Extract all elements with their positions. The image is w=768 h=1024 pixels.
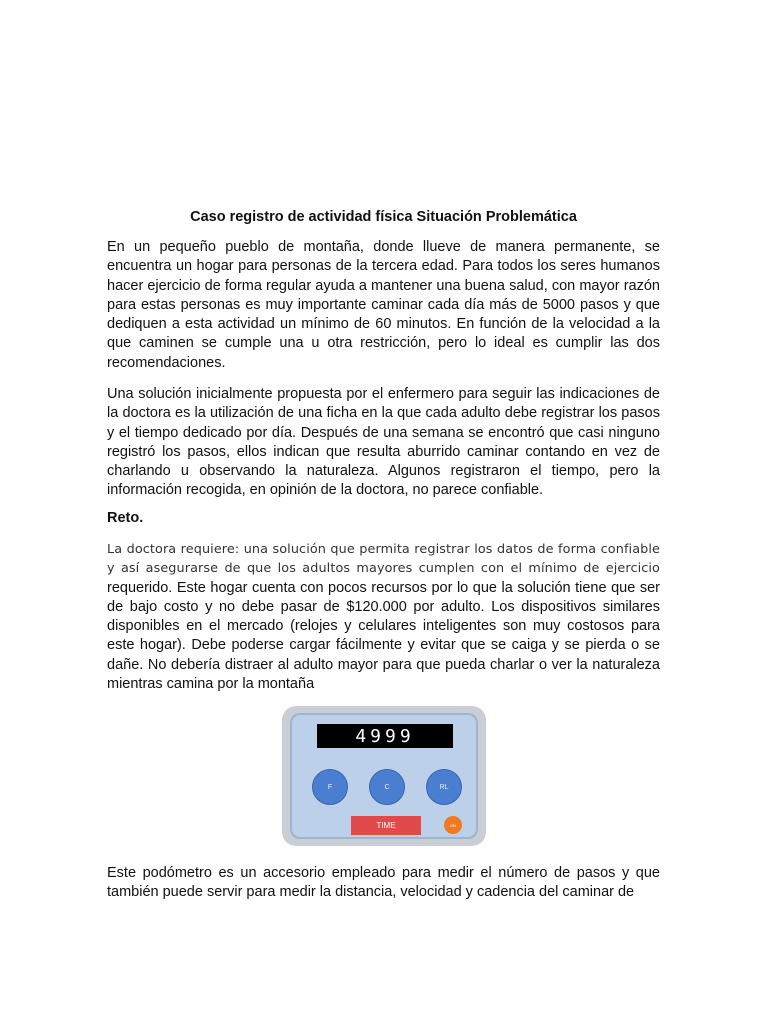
document-title: Caso registro de actividad física Situación Problemática bbox=[190, 209, 577, 225]
pedometer-button-right: RL bbox=[426, 769, 462, 805]
paragraph-challenge bbox=[107, 540, 660, 694]
pedometer-button-center: C bbox=[369, 769, 405, 805]
pedometer-power-button: ON bbox=[444, 816, 462, 834]
pedometer-image bbox=[282, 706, 486, 846]
paragraph-intro: En un pequeño pueblo de montaña, donde llueve de manera permanente, se encuentra un hogar para personas de la tercera edad. Para todos los seres humanos hacer ejercicio de forma regular ayuda a mantener una buena salud, con mayor razón para estas personas es muy importante caminar cada día más de 5000 pasos y que dediquen a esta actividad un mínimo de 60 minutos. En función de la velocidad a la que caminen se cumple una u otra restricción, pero lo ideal es cumplir las dos recomendaciones. bbox=[107, 239, 660, 371]
reto-heading: Reto. bbox=[107, 510, 144, 526]
challenge-rest-text: requerido. Este hogar cuenta con pocos recursos por lo que la solución tiene que ser de bajo costo y no debe pasar de $120.000 por adulto. Los dispositivos similares disponibles en el mercado (relojes y celulares inteligentes son muy costosos para este hogar). Debe poderse cargar fácilmente y evitar que se caiga y se pierda o se dañe. No debería distraer al adulto mayor para que pueda charlar o ver la naturaleza mientras camina por la montaña bbox=[107, 579, 660, 693]
pedometer-face bbox=[290, 713, 478, 839]
paragraph-pedometer: Este podómetro es un accesorio empleado para medir el número de pasos y que también puede servir para medir la distancia, velocidad y cadencia del caminar de bbox=[107, 865, 660, 901]
challenge-intro-text: La doctora requiere: una solución que permita registrar los datos de forma confiable y así asegurarse de que los adultos mayores cumplen con el mínimo de ejercicio bbox=[107, 542, 660, 577]
pedometer-button-left: F bbox=[312, 769, 348, 805]
paragraph-solution: Una solución inicialmente propuesta por el enfermero para seguir las indicaciones de la doctora es la utilización de una ficha en la que cada adulto debe registrar los pasos y el tiempo dedicado por día. Después de una semana se encontró que casi ninguno registró los pasos, ellos indican que resulta aburrido caminar contando en vez de charlando u observando la naturaleza. Algunos registraron el tiempo, pero la información recogida, en opinión de la doctora, no parece confiable. bbox=[107, 386, 660, 499]
pedometer-time-button: TIME bbox=[351, 816, 421, 835]
pedometer-display: 4999 bbox=[317, 724, 453, 748]
